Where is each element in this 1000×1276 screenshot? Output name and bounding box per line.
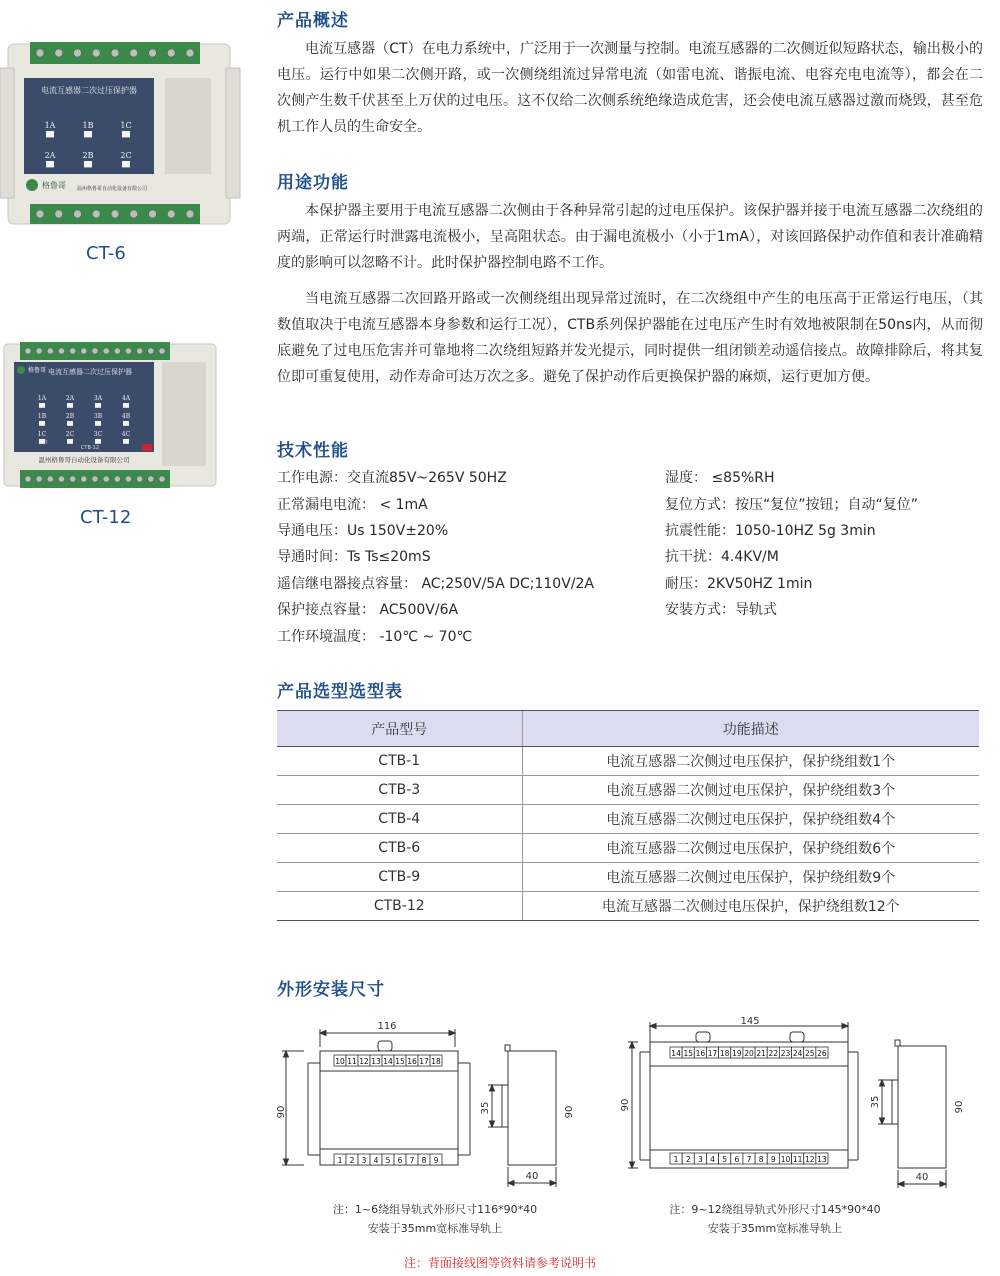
terminal-number: 16 bbox=[407, 1057, 417, 1066]
overview-text: 电流互感器（CT）在电力系统中，广泛用于一次测量与控制。电流互感器的二次侧近似短路状态，输出极小的电压。运行中如果二次侧开路，或一次侧绕组流过异常电流（如雷电流、谐振电流、电容充电电流等），都会在二次侧产生数千伏甚至上万伏的过电压。这不仅给二次侧系统绝缘造成危害，还会使电流互感器过激而烧毁，甚至危机工作人员的生命安全。 bbox=[277, 41, 983, 135]
terminal-number: 6 bbox=[734, 1155, 740, 1164]
terminal-screw-icon bbox=[74, 49, 82, 57]
panel-cell-label: 1B bbox=[37, 413, 47, 420]
terminal-screw-icon bbox=[149, 49, 157, 57]
dimension-drawing-1 bbox=[276, 1015, 580, 1190]
terminal-number: 8 bbox=[758, 1155, 764, 1164]
table-cell-desc: 电流互感器二次侧过电压保护，保护绕组数3个 bbox=[522, 776, 979, 805]
terminal-screw-icon bbox=[47, 476, 53, 482]
panel-cell-label: 1C bbox=[120, 121, 132, 130]
panel-cell-label: 2C bbox=[65, 431, 75, 438]
terminal-screw-icon bbox=[148, 348, 154, 354]
terminal-number: 18 bbox=[431, 1057, 441, 1066]
terminal-number: 13 bbox=[817, 1155, 827, 1164]
indicator-lamp-icon bbox=[46, 131, 54, 137]
terminal-screw-icon bbox=[25, 476, 31, 482]
ct12-label: CT-12 bbox=[80, 507, 132, 528]
terminal-number: 17 bbox=[707, 1049, 718, 1058]
ct6-company: 温州格鲁哥自动化设备有限公司 bbox=[76, 186, 148, 192]
terminal-screw-icon bbox=[111, 49, 119, 57]
function-p2: 当电流互感器二次回路开路或一次侧绕组出现异常过流时，在二次绕组中产生的电压高于正常运行电压，（其数值取决于电流互感器本身参数和运行工况），CTB系列保护器能在过电压产生时有效地被限制在50ns内，从而彻底避免了过电压危害并可靠地将二次绕组短路并发光提示，同时提供一组闭锁差动遥信接点。故障排除后，将其复位即可重复使用，动作寿命可达万次之多。避免了保护动作后更换保护器的麻烦，运行更加方便。 bbox=[277, 291, 983, 385]
terminal-number: 5 bbox=[722, 1155, 728, 1164]
terminal-screw-icon bbox=[58, 348, 64, 354]
terminal-number: 2 bbox=[685, 1155, 691, 1164]
d1-depth: 40 bbox=[525, 1171, 539, 1182]
spec-right-4: 耐压：2KV50HZ 1min bbox=[665, 576, 813, 592]
d2-height: 90 bbox=[620, 1098, 631, 1112]
terminal-screw-icon bbox=[36, 210, 44, 218]
table-row bbox=[277, 863, 979, 892]
terminal-number: 2 bbox=[349, 1156, 355, 1165]
terminal-screw-icon bbox=[130, 49, 138, 57]
terminal-screw-icon bbox=[186, 210, 194, 218]
indicator-lamp-icon bbox=[67, 421, 73, 426]
d1-width: 116 bbox=[377, 1021, 397, 1032]
panel-cell-label: 1B bbox=[82, 121, 94, 130]
d1-rail: 35 bbox=[480, 1101, 491, 1115]
d2-note bbox=[640, 1200, 910, 1238]
ct12-panel-title: 电流互感器二次过压保护器 bbox=[48, 368, 132, 376]
indicator-lamp-icon bbox=[122, 161, 130, 167]
terminal-screw-icon bbox=[159, 476, 165, 482]
terminal-number: 7 bbox=[746, 1155, 752, 1164]
terminal-screw-icon bbox=[149, 210, 157, 218]
terminal-number: 11 bbox=[347, 1057, 357, 1066]
selection-title: 产品选型选型表 bbox=[277, 682, 403, 702]
spec-left-3: 导通时间：Ts Ts≤20mS bbox=[277, 549, 431, 565]
d1-height2: 90 bbox=[564, 1105, 575, 1119]
terminal-screw-icon bbox=[125, 476, 131, 482]
indicator-lamp-icon bbox=[84, 131, 92, 137]
terminal-number: 25 bbox=[804, 1049, 815, 1058]
d2-note-2: 安装于35mm宽标准导轨上 bbox=[707, 1222, 843, 1235]
spec-left-4: 遥信继电器接点容量： AC;250V/5A DC;110V/2A bbox=[277, 576, 594, 592]
terminal-screw-icon bbox=[69, 476, 75, 482]
terminal-number: 9 bbox=[433, 1156, 439, 1165]
d1-note bbox=[300, 1200, 570, 1238]
terminal-screw-icon bbox=[114, 348, 120, 354]
table-cell-model: CTB-6 bbox=[277, 834, 522, 863]
terminal-screw-icon bbox=[114, 476, 120, 482]
ct6-panel-title: 电流互感器二次过压保护器 bbox=[41, 86, 137, 95]
terminal-number: 26 bbox=[817, 1049, 827, 1058]
ct6-logo-icon bbox=[26, 179, 38, 191]
overview-title: 产品概述 bbox=[277, 11, 349, 31]
indicator-lamp-icon bbox=[67, 403, 73, 408]
panel-cell-label: 4B bbox=[121, 413, 131, 420]
table-header-model: 产品型号 bbox=[277, 711, 522, 747]
terminal-screw-icon bbox=[92, 210, 100, 218]
table-cell-desc: 电流互感器二次侧过电压保护，保护绕组数6个 bbox=[522, 834, 979, 863]
table-row bbox=[277, 834, 979, 863]
panel-cell-label: 1A bbox=[44, 121, 56, 130]
table-cell-desc: 电流互感器二次侧过电压保护，保护绕组数4个 bbox=[522, 805, 979, 834]
function-title: 用途功能 bbox=[277, 173, 349, 193]
table-row bbox=[277, 747, 979, 776]
table-cell-model: CTB-3 bbox=[277, 776, 522, 805]
terminal-screw-icon bbox=[74, 210, 82, 218]
panel-cell-label: 3C bbox=[93, 431, 103, 438]
terminal-screw-icon bbox=[36, 348, 42, 354]
ct6-label: CT-6 bbox=[86, 243, 126, 264]
terminal-number: 1 bbox=[673, 1155, 679, 1164]
terminal-screw-icon bbox=[92, 476, 98, 482]
terminal-number: 11 bbox=[792, 1155, 803, 1164]
terminal-screw-icon bbox=[92, 348, 98, 354]
d1-note-2: 安装于35mm宽标准导轨上 bbox=[367, 1222, 503, 1235]
terminal-number: 15 bbox=[683, 1049, 694, 1058]
terminal-number: 22 bbox=[768, 1049, 779, 1058]
d2-width: 145 bbox=[740, 1016, 760, 1027]
panel-cell-label: 1C bbox=[37, 431, 47, 438]
terminal-screw-icon bbox=[69, 348, 75, 354]
indicator-lamp-icon bbox=[95, 403, 101, 408]
panel-cell-label: 4C bbox=[121, 431, 131, 438]
terminal-screw-icon bbox=[186, 49, 194, 57]
table-cell-desc: 电流互感器二次侧过电压保护，保护绕组数1个 bbox=[522, 747, 979, 776]
table-row bbox=[277, 776, 979, 805]
terminal-screw-icon bbox=[167, 210, 175, 218]
ct12-logo-icon bbox=[17, 366, 25, 374]
indicator-lamp-icon bbox=[95, 439, 101, 444]
terminal-number: 3 bbox=[697, 1155, 703, 1164]
panel-cell-label: 1A bbox=[37, 395, 47, 402]
dimensions-title: 外形安装尺寸 bbox=[277, 980, 385, 1000]
table-header-desc: 功能描述 bbox=[522, 711, 979, 747]
terminal-number: 1 bbox=[337, 1156, 343, 1165]
terminal-screw-icon bbox=[25, 348, 31, 354]
indicator-lamp-icon bbox=[39, 421, 45, 426]
panel-cell-label: 2C bbox=[120, 151, 132, 160]
terminal-number: 18 bbox=[719, 1049, 730, 1058]
indicator-lamp-icon bbox=[123, 439, 129, 444]
terminal-screw-icon bbox=[103, 476, 109, 482]
ct12-brand: 格鲁哥 bbox=[28, 367, 47, 374]
terminal-screw-icon bbox=[103, 348, 109, 354]
d2-depth: 40 bbox=[915, 1172, 929, 1183]
terminal-screw-icon bbox=[58, 476, 64, 482]
table-cell-desc: 电流互感器二次侧过电压保护，保护绕组数9个 bbox=[522, 863, 979, 892]
terminal-number: 7 bbox=[409, 1156, 415, 1165]
terminal-number: 21 bbox=[756, 1049, 766, 1058]
spec-right-2: 抗震性能：1050-10HZ 5g 3min bbox=[665, 523, 876, 539]
terminal-screw-icon bbox=[81, 476, 87, 482]
terminal-screw-icon bbox=[148, 476, 154, 482]
terminal-screw-icon bbox=[55, 49, 63, 57]
terminal-number: 16 bbox=[695, 1049, 706, 1058]
terminal-screw-icon bbox=[92, 49, 100, 57]
terminal-number: 14 bbox=[383, 1057, 393, 1066]
footer-note: 注：背面接线图等资料请参考说明书 bbox=[403, 1256, 596, 1270]
terminal-screw-icon bbox=[130, 210, 138, 218]
indicator-lamp-icon bbox=[122, 131, 130, 137]
panel-cell-label: 3A bbox=[93, 395, 103, 402]
indicator-lamp-icon bbox=[67, 439, 73, 444]
spec-left-1: 正常漏电电流： < 1mA bbox=[277, 497, 428, 513]
terminal-screw-icon bbox=[136, 476, 142, 482]
terminal-screw-icon bbox=[47, 348, 53, 354]
spec-right-5: 安装方式：导轨式 bbox=[665, 602, 777, 618]
spec-left-2: 导通电压：Us 150V±20% bbox=[277, 523, 449, 539]
ct12-product-image bbox=[0, 340, 220, 490]
ct6-brand: 格鲁哥 bbox=[42, 181, 66, 190]
indicator-lamp-icon bbox=[123, 421, 129, 426]
table-cell-model: CTB-4 bbox=[277, 805, 522, 834]
d2-rail: 35 bbox=[870, 1095, 881, 1109]
table-row bbox=[277, 892, 979, 921]
terminal-number: 13 bbox=[371, 1057, 381, 1066]
terminal-screw-icon bbox=[167, 49, 175, 57]
terminal-screw-icon bbox=[125, 348, 131, 354]
spec-right-3: 抗干扰：4.4KV/M bbox=[665, 549, 779, 565]
spec-left-0: 工作电源：交直流85V~265V 50HZ bbox=[277, 470, 507, 486]
spec-right-1: 复位方式：按压“复位”按钮；自动“复位” bbox=[665, 497, 919, 513]
table-cell-model: CTB-1 bbox=[277, 747, 522, 776]
terminal-number: 9 bbox=[770, 1155, 776, 1164]
function-p1: 本保护器主要用于电流互感器二次侧由于各种异常引起的过电压保护。该保护器并接于电流互感器二次绕组的两端，正常运行时泄露电流极小，呈高阻状态。由于漏电流极小（小于1mA），对该回路保护动作值和表计准确精度的影响可以忽略不计。此时保护器控制电路不工作。 bbox=[277, 203, 983, 271]
spec-left-6: 工作环境温度： -10℃ ~ 70℃ bbox=[277, 629, 473, 645]
terminal-screw-icon bbox=[36, 476, 42, 482]
panel-cell-label: 3B bbox=[93, 413, 103, 420]
table-cell-desc: 电流互感器二次侧过电压保护，保护绕组数12个 bbox=[522, 892, 979, 921]
terminal-number: 5 bbox=[385, 1156, 391, 1165]
table-cell-model: CTB-12 bbox=[277, 892, 522, 921]
d2-height2: 90 bbox=[954, 1100, 965, 1114]
panel-cell-label: 4A bbox=[121, 395, 131, 402]
dimension-drawing-2 bbox=[620, 1012, 970, 1192]
d1-note-1: 注：1~6绕组导轨式外形尺寸116*90*40 bbox=[332, 1203, 538, 1216]
terminal-number: 23 bbox=[780, 1049, 791, 1058]
ct12-company: 温州格鲁哥自动化设备有限公司 bbox=[38, 456, 130, 464]
indicator-lamp-icon bbox=[123, 403, 129, 408]
spec-right-0: 湿度： ≤85%RH bbox=[665, 470, 775, 486]
selection-table bbox=[277, 710, 979, 921]
terminal-number: 12 bbox=[359, 1057, 369, 1066]
ct12-model: CTB-12 bbox=[80, 445, 100, 451]
d2-note-1: 注：9~12绕组导轨式外形尺寸145*90*40 bbox=[669, 1203, 881, 1216]
indicator-lamp-icon bbox=[46, 161, 54, 167]
ct12-reset-indicator bbox=[142, 444, 152, 451]
terminal-number: 10 bbox=[780, 1155, 791, 1164]
table-row bbox=[277, 805, 979, 834]
ct12-work: 工作 bbox=[38, 440, 49, 446]
terminal-screw-icon bbox=[55, 210, 63, 218]
terminal-number: 6 bbox=[397, 1156, 403, 1165]
panel-cell-label: 2A bbox=[65, 395, 75, 402]
indicator-lamp-icon bbox=[95, 421, 101, 426]
table-cell-model: CTB-9 bbox=[277, 863, 522, 892]
terminal-screw-icon bbox=[36, 49, 44, 57]
terminal-screw-icon bbox=[159, 348, 165, 354]
terminal-number: 20 bbox=[744, 1049, 754, 1058]
terminal-number: 15 bbox=[395, 1057, 405, 1066]
terminal-number: 19 bbox=[732, 1049, 742, 1058]
specs-title: 技术性能 bbox=[277, 441, 349, 461]
terminal-number: 4 bbox=[710, 1155, 715, 1164]
terminal-number: 4 bbox=[373, 1156, 379, 1165]
terminal-number: 17 bbox=[419, 1057, 429, 1066]
terminal-number: 14 bbox=[671, 1049, 681, 1058]
terminal-number: 24 bbox=[792, 1049, 803, 1058]
panel-cell-label: 2B bbox=[82, 151, 94, 160]
spec-left-5: 保护接点容量： AC500V/6A bbox=[277, 602, 459, 618]
panel-cell-label: 2A bbox=[44, 151, 56, 160]
indicator-lamp-icon bbox=[84, 161, 92, 167]
terminal-screw-icon bbox=[136, 348, 142, 354]
terminal-number: 12 bbox=[804, 1155, 815, 1164]
d1-height: 90 bbox=[276, 1105, 287, 1119]
terminal-number: 3 bbox=[361, 1156, 367, 1165]
ct6-product-image bbox=[0, 38, 240, 230]
terminal-number: 10 bbox=[335, 1057, 345, 1066]
indicator-lamp-icon bbox=[39, 403, 45, 408]
terminal-number: 8 bbox=[421, 1156, 427, 1165]
terminal-screw-icon bbox=[111, 210, 119, 218]
terminal-screw-icon bbox=[81, 348, 87, 354]
panel-cell-label: 2B bbox=[65, 413, 75, 420]
